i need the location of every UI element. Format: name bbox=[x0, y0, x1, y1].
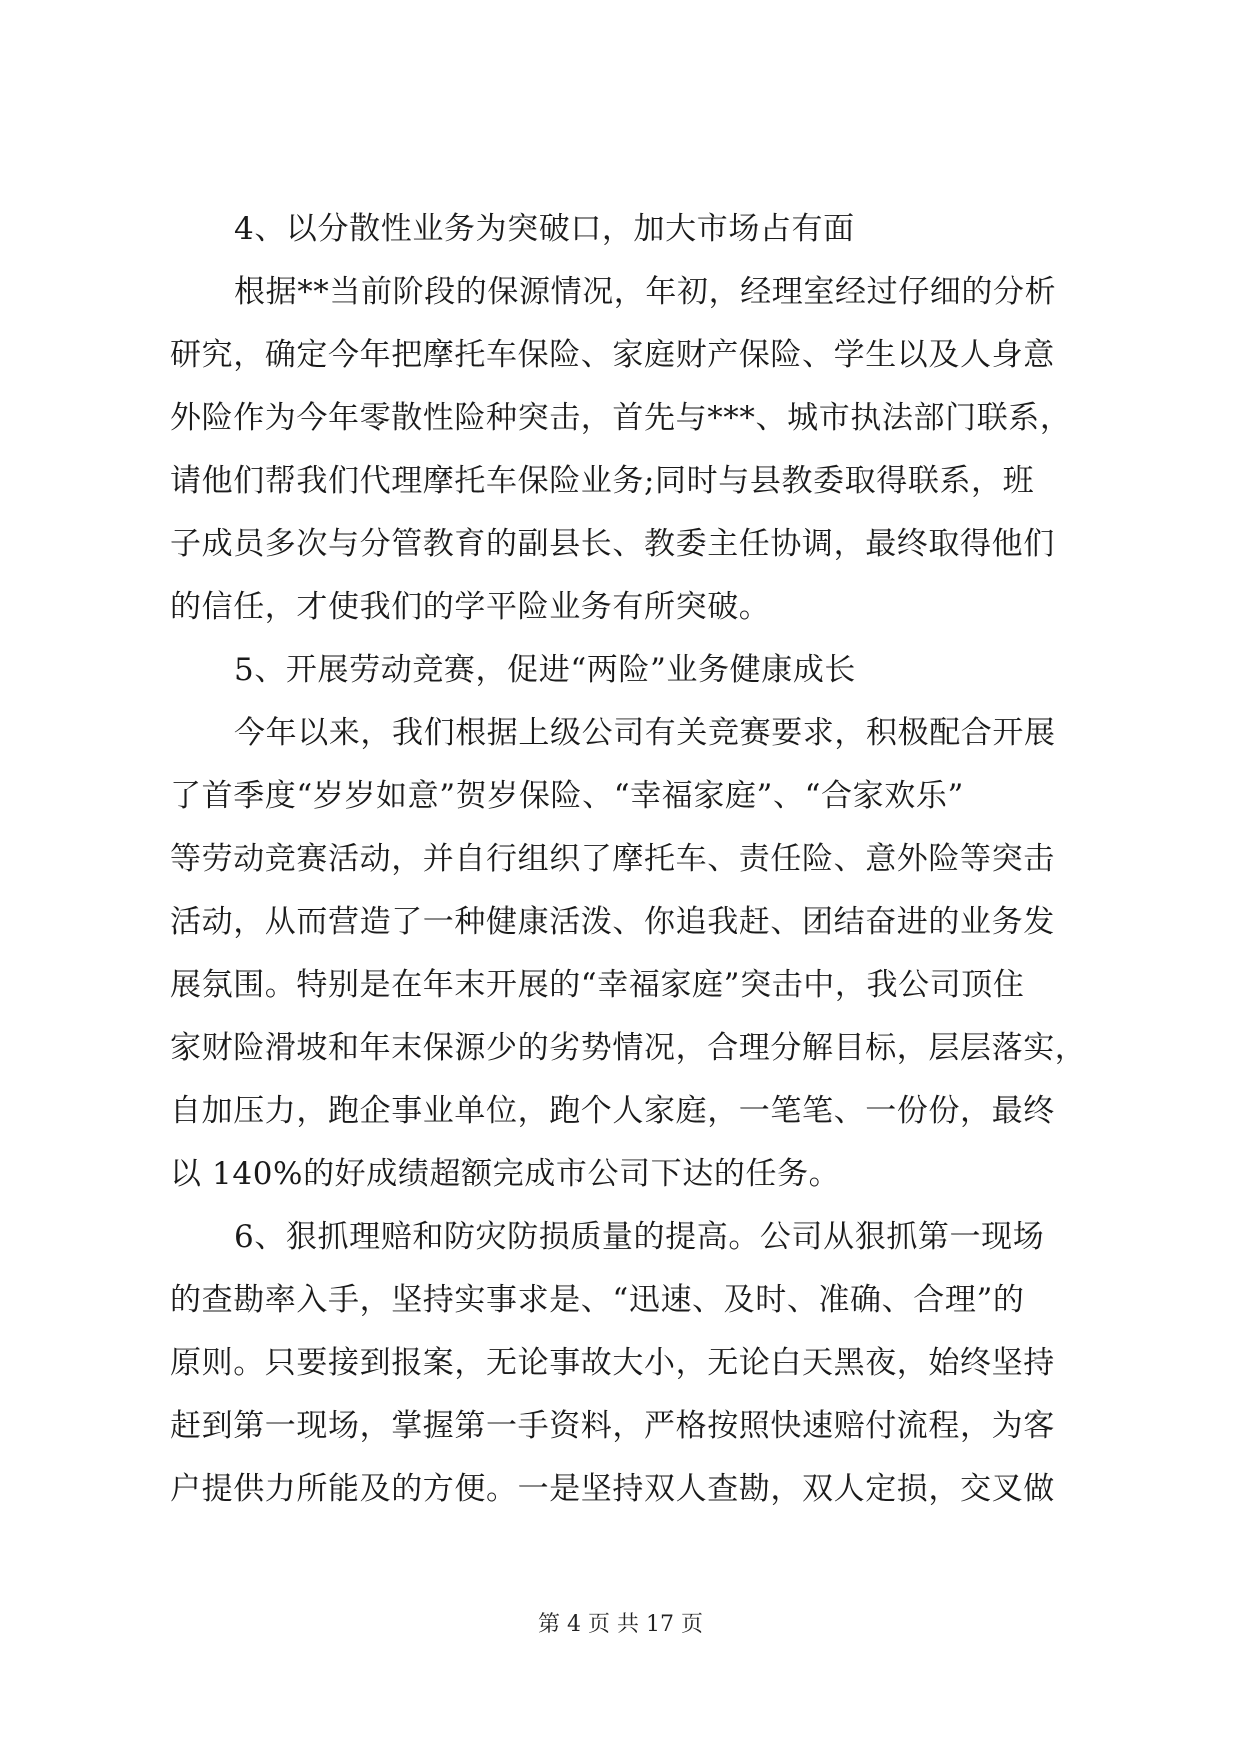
paragraph-line: 的查勘率入手，坚持实事求是、“迅速、及时、准确、合理”的 bbox=[170, 1282, 1025, 1318]
page-number-footer: 第 4 页 共 17 页 bbox=[538, 1612, 703, 1637]
paragraph-line: 自加压力，跑企事业单位，跑个人家庭，一笔笔、一份份，最终 bbox=[170, 1093, 1055, 1129]
paragraph-line: 以 140%的好成绩超额完成市公司下达的任务。 bbox=[170, 1156, 841, 1192]
paragraph-line: 家财险滑坡和年末保源少的劣势情况，合理分解目标，层层落实， bbox=[170, 1030, 1087, 1066]
paragraph-line: 户提供力所能及的方便。一是坚持双人查勘，双人定损，交叉做 bbox=[170, 1471, 1055, 1507]
paragraph-line: 赶到第一现场，掌握第一手资料，严格按照快速赔付流程，为客 bbox=[170, 1408, 1055, 1444]
paragraph-line: 研究，确定今年把摩托车保险、家庭财产保险、学生以及人身意 bbox=[170, 337, 1055, 373]
paragraph-line: 活动，从而营造了一种健康活泼、你追我赶、团结奋进的业务发 bbox=[170, 904, 1055, 940]
paragraph-line: 今年以来，我们根据上级公司有关竞赛要求，积极配合开展 bbox=[234, 715, 1056, 751]
paragraph-line: 原则。只要接到报案，无论事故大小，无论白天黑夜，始终坚持 bbox=[170, 1345, 1055, 1381]
paragraph-line: 子成员多次与分管教育的副县长、教委主任协调，最终取得他们 bbox=[170, 526, 1055, 562]
paragraph-line: 的信任，才使我们的学平险业务有所突破。 bbox=[170, 589, 771, 625]
document-body bbox=[170, 198, 1085, 1521]
paragraph-line: 展氛围。特别是在年末开展的“幸福家庭”突击中，我公司顶住 bbox=[170, 967, 1025, 1003]
section-heading-5: 5、开展劳动竞赛，促进“两险”业务健康成长 bbox=[234, 652, 857, 688]
section-paragraph-6: 6、狠抓理赔和防灾防损质量的提高。公司从狠抓第一现场 bbox=[234, 1219, 1045, 1255]
paragraph-line: 根据**当前阶段的保源情况，年初，经理室经过仔细的分析 bbox=[234, 274, 1057, 310]
section-heading-4: 4、以分散性业务为突破口，加大市场占有面 bbox=[234, 211, 855, 247]
paragraph-line: 请他们帮我们代理摩托车保险业务;同时与县教委取得联系，班 bbox=[170, 463, 1035, 499]
paragraph-line: 等劳动竞赛活动，并自行组织了摩托车、责任险、意外险等突击 bbox=[170, 841, 1055, 877]
paragraph-line: 外险作为今年零散性险种突击，首先与***、城市执法部门联系， bbox=[170, 400, 1072, 436]
paragraph-line: 了首季度“岁岁如意”贺岁保险、“幸福家庭”、“合家欢乐” bbox=[170, 778, 964, 814]
